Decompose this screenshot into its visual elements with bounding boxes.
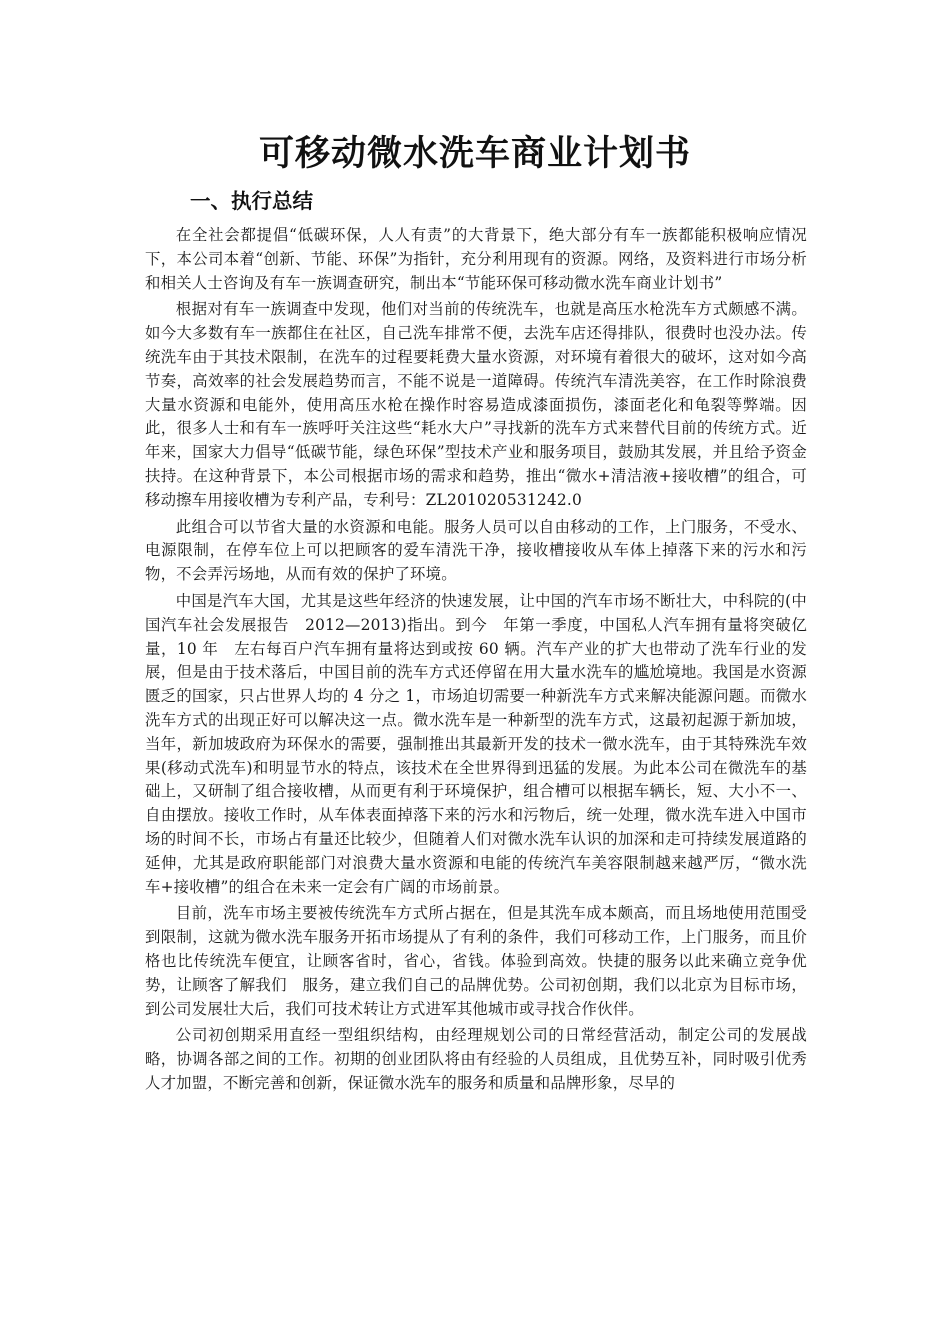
paragraph: 公司初创期采用直经一型组织结构，由经理规划公司的日常经营活动，制定公司的发展战略，协调各部之间的工作。初期的创业团队将由有经验的人员组成，且优势互补，同时吸引优秀人才加盟，不断完善和创新，保证微水洗车的服务和质量和品牌形象，尽早的: [145, 1026, 807, 1092]
paragraph: 在全社会都提倡“低碳环保，人人有责”的大背景下，绝大部分有车一族都能积极响应情况下，本公司本着“创新、节能、环保”为指针，充分利用现有的资源。网络，及资料进行市场分析和相关人士咨询及有车一族调查研究，制出本“节能环保可移动微水洗车商业计划书”: [145, 226, 807, 292]
document-title: 可移动微水洗车商业计划书: [258, 134, 691, 174]
paragraph: 此组合可以节省大量的水资源和电能。服务人员可以自由移动的工作，上门服务，不受水、电源限制，在停车位上可以把顾客的爱车清洗干净，接收槽接收从车体上掉落下来的污水和污物，不会弄污场地，从而有效的保护了环境。: [145, 517, 807, 584]
body-text: [145, 224, 807, 1099]
paragraph: 中国是汽车大国，尤其是这些年经济的快速发展，让中国的汽车市场不断壮大，中科院的(中国汽车社会发展报告 2012—2013)指出。到今 年第一季度，中国私人汽车拥有量将突破亿量，10 年 左右每百户汽车拥有量将达到或按 60 辆。汽车产业的扩大也带动了洗车行业的发展，但是由于技术落后，中国目前的洗车方式还停留在用大量水洗车的尴尬境地。我国是水资源匮乏的国家，只占世界人均的 4 分之 1，市场迫切需要一种新洗车方式来解决能源问题。而微水洗车方式的出现正好可以解决这一点。微水洗车是一种新型的洗车方式，这最初起源于新加坡，当年，新加坡政府为环保水的需要，强制推出其最新开发的技术一微水洗车，由于其特殊洗车效果(移动式洗车)和明显节水的特点，该技术在全世界得到迅猛的发展。为此本公司在微洗车的基础上，又研制了组合接收槽，从而更有利于环境保护，组合槽可以根据车辆长，短、大小不一、自由摆放。接收工作时，从车体表面掉落下来的污水和污物后，统一处理，微水洗车进入中国市场的时间不长，市场占有量还比较少，但随着人们对微水洗车认识的加深和走可持续发展道路的延伸，尤其是政府职能部门对浪费大量水资源和电能的传统汽车美容限制越来越严厉，“微水洗车+接收槽”的组合在未来一定会有广阔的市场前景。: [145, 591, 807, 896]
paragraph: 目前，洗车市场主要被传统洗车方式所占据在，但是其洗车成本颇高，而且场地使用范围受到限制，这就为微水洗车服务开拓市场提从了有利的条件，我们可移动工作，上门服务，而且价格也比传统洗车便宜，让顾客省时，省心，省钱。体验到高效。快捷的服务以此来确立竞争优势，让顾客了解我们 服务，建立我们自己的品牌优势。公司初创期，我们以北京为目标市场，到公司发展壮大后，我们可技术转让方式进军其他城市或寻找合作伙伴。: [145, 904, 807, 1018]
section-heading: 一、执行总结: [190, 189, 313, 213]
paragraph: 根据对有车一族调查中发现，他们对当前的传统洗车，也就是高压水枪洗车方式颇感不满。如今大多数有车一族都住在社区，自己洗车排常不便，去洗车店还得排队，很费时也没办法。传统洗车由于其技术限制，在洗车的过程要耗费大量水资源，对环境有着很大的破坏，这对如今高节奏，高效率的社会发展趋势而言，不能不说是一道障碍。传统汽车清洗美容，在工作时除浪费大量水资源和电能外，使用高压水枪在操作时容易造成漆面损伤，漆面老化和龟裂等弊端。因此，很多人士和有车一族呼吁关注这些“耗水大户”寻找新的洗车方式来替代目前的传统方式。近年来，国家大力倡导“低碳节能，绿色环保”型技术产业和服务项目，鼓励其发展，并且给予资金扶持。在这种背景下，本公司根据市场的需求和趋势，推出“微水+清洁液+接收槽”的组合，可移动擦车用接收槽为专利产品，专利号：ZL201020531242.0: [145, 300, 807, 509]
